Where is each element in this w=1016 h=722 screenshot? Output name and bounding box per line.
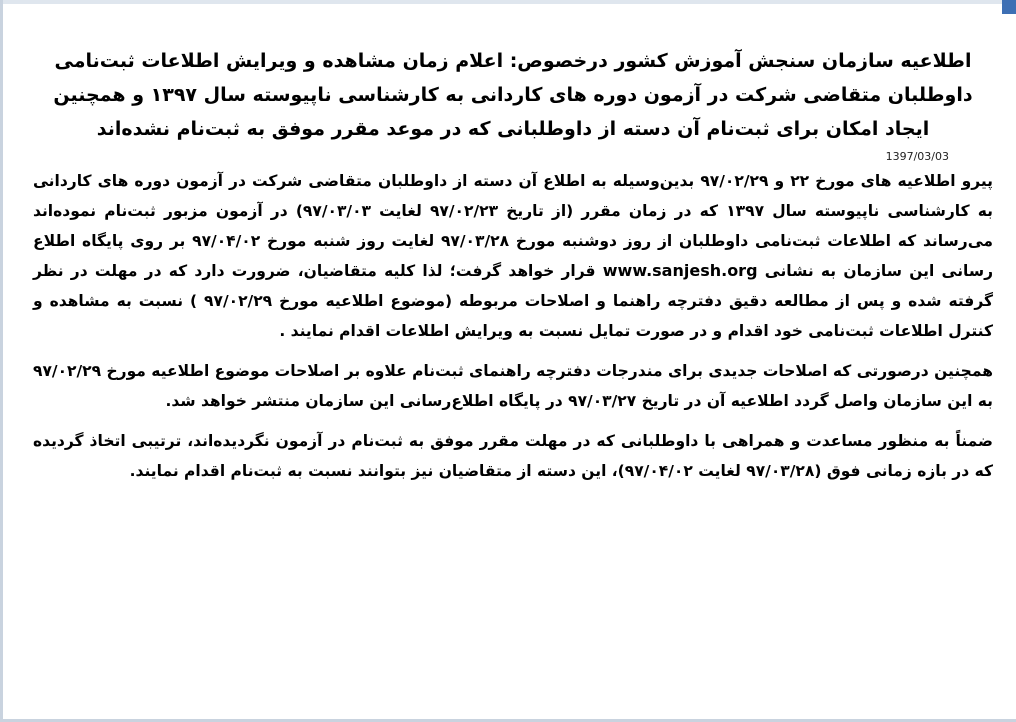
- paragraph-1-text-after-url: قرار خواهد گرفت؛ لذا کلیه متقاضیان، ضرورت دارد که در مهلت در نظر گرفته شده و پس از مطالعه دقیق دفترچه راهنما و اصلاحات مربوطه (موضوع اطلاعیه مورخ ۹۷/۰۲/۲۹ ) نسبت به مشاهده و کنترل اطلاعات ثبت‌نامی خود اقدام و در صورت تمایل نسبت به ویرایش اطلاعات اقدام نمایند .: [33, 262, 993, 340]
- announcement-title: اطلاعیه سازمان سنجش آموزش کشور درخصوص: اعلام زمان مشاهده و ویرایش اطلاعات ثبت‌نامی داوطلبان متقاضی شرکت در آزمون دوره های کاردانی به کارشناسی ناپیوسته سال ۱۳۹۷ و همچنین ایجاد امکان برای ثبت‌نام آن دسته از داوطلبانی که در موعد مقرر موفق به ثبت‌نام نشده‌اند: [53, 50, 973, 140]
- window-corner-mark: [1002, 0, 1016, 14]
- paragraph-2: همچنین درصورتی که اصلاحات جدیدی برای مندرجات دفترچه راهنمای ثبت‌نام علاوه بر اصلاحات موضوع اطلاعیه مورخ ۹۷/۰۲/۲۹ به این سازمان واصل گردد اطلاعیه آن در تاریخ ۹۷/۰۳/۲۷ در پایگاه اطلاع‌رسانی این سازمان منتشر خواهد شد.: [33, 362, 993, 410]
- paragraph-3: ضمناً به منظور مساعدت و همراهی با داوطلبانی که در مهلت مقرر موفق به ثبت‌نام در آزمون نگردیده‌اند، ترتیبی اتخاذ گردیده که در بازه زمانی فوق (۹۷/۰۳/۲۸ لغایت ۹۷/۰۴/۰۲)، این دسته از متقاضیان نیز بتوانند نسبت به ثبت‌نام اقدام نمایند.: [33, 432, 993, 480]
- announcement-date: 1397/03/03: [885, 150, 949, 163]
- paragraph-1: [33, 166, 993, 346]
- website-url: www.sanjesh.org: [602, 261, 758, 280]
- paragraph-1-text-before-url: پیرو اطلاعیه های مورخ ۲۲ و ۹۷/۰۲/۲۹ بدین‌وسیله به اطلاع آن دسته از داوطلبان متقاضی شرکت در آزمون دوره های کاردانی به کارشناسی ناپیوسته سال ۱۳۹۷ که در زمان مقرر (از تاریخ ۹۷/۰۲/۲۳ لغایت ۹۷/۰۳/۰۳) در آزمون مزبور ثبت‌نام نموده‌اند می‌رساند که اطلاعات ثبت‌نامی داوطلبان از روز دوشنبه مورخ ۹۷/۰۳/۲۸ لغایت روز شنبه مورخ ۹۷/۰۴/۰۲ بر روی پایگاه اطلاع رسانی این سازمان به نشانی: [33, 172, 994, 280]
- window-top-strip: [3, 0, 1016, 4]
- announcement-document: [33, 44, 993, 704]
